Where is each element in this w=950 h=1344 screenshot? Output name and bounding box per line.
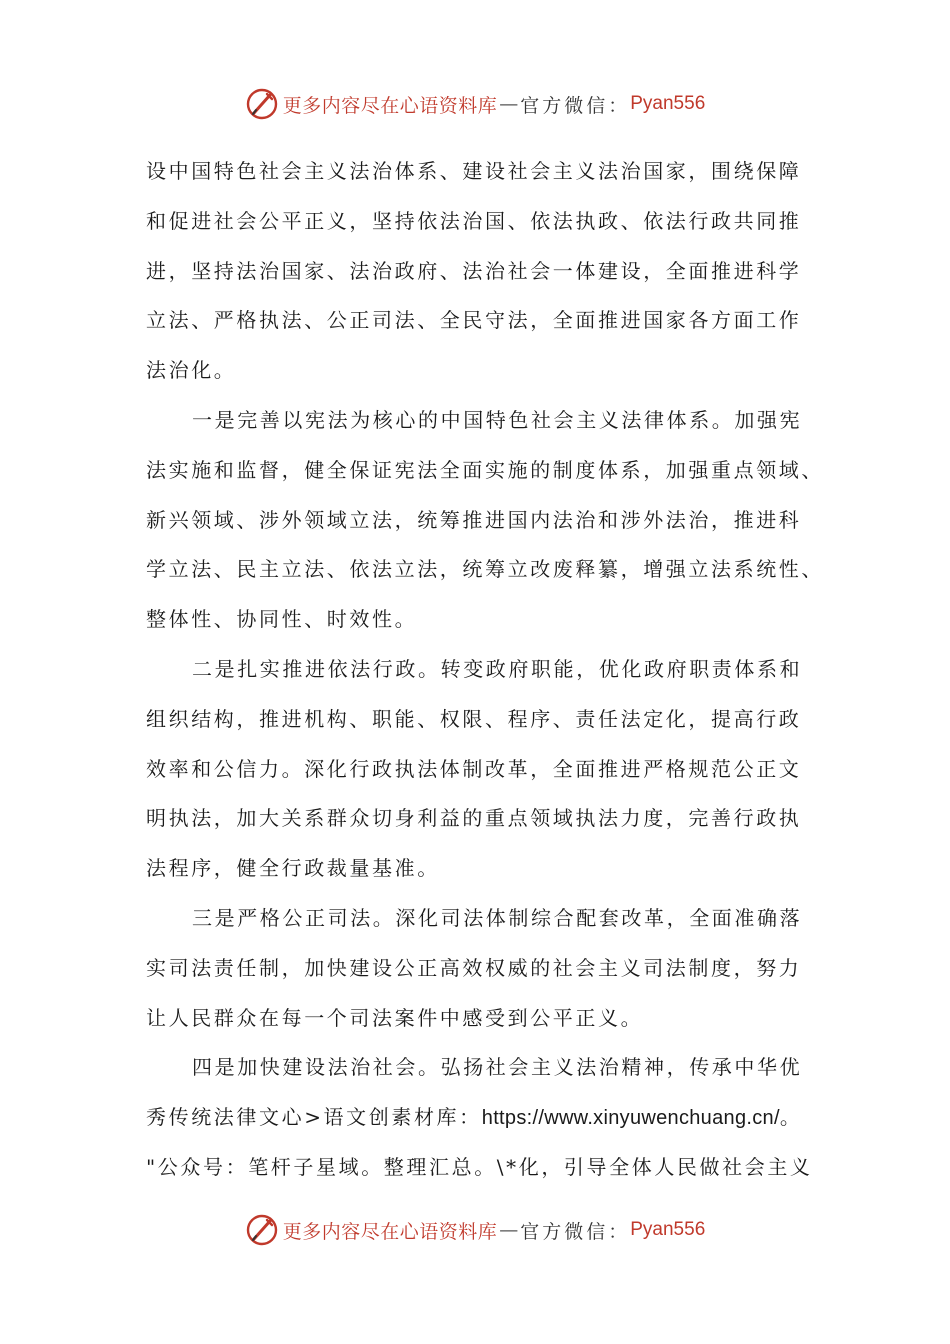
url-suffix: 。: [779, 1105, 803, 1130]
url-text: https://www.xinyuwenchuang.cn/: [481, 1107, 780, 1130]
text-line: 设中国特色社会主义法治体系、建设社会主义法治国家，围绕保障: [146, 159, 802, 183]
banner-separator: —: [499, 93, 519, 115]
banner-wechat-label: 官方微信：: [520, 1220, 631, 1243]
text-line: 组织结构，推进机构、职能、权限、程序、责任法定化，提高行政: [146, 706, 802, 731]
header-banner: [0, 84, 950, 124]
paragraph-start-line: 三是严格公正司法。深化司法体制综合配套改革，全面准确落: [192, 905, 803, 930]
text-line: 整体性、协同性、时效性。: [146, 607, 418, 632]
text-line: 进，坚持法治国家、法治政府、法治社会一体建设，全面推进科学: [146, 258, 802, 283]
paragraph-start-line: 一是完善以宪法为核心的中国特色社会主义法律体系。加强宪: [192, 407, 803, 432]
pen-logo-icon: [245, 1213, 279, 1247]
text-line: 效率和公信力。深化行政执法体制改革，全面推进严格规范公正文: [146, 756, 802, 781]
text-line: 新兴领域、涉外领域立法，统筹推进国内法治和涉外法治，推进科: [146, 507, 802, 532]
text-line: "公众号：笔杆子星域。整理汇总。\*化，引导全体人民做社会主义: [146, 1154, 813, 1179]
text-line: 让人民群众在每一个司法案件中感受到公平正义。: [146, 1005, 644, 1030]
banner-title: 更多内容尽在心语资料库: [282, 94, 498, 117]
paragraph-start-line: 四是加快建设法治社会。弘扬社会主义法治精神，传承中华优: [192, 1055, 803, 1080]
banner-wechat-label: 官方微信：: [520, 94, 631, 117]
text-line: 立法、严格执法、公正司法、全民守法，全面推进国家各方面工作: [146, 308, 802, 333]
text-line: 法治化。: [146, 358, 237, 383]
text-line: 明执法，加大关系群众切身利益的重点领域执法力度，完善行政执: [146, 806, 802, 831]
text-line: 学立法、民主立法、依法立法，统筹立改废释纂，增强立法系统性、: [146, 557, 824, 582]
banner-separator: —: [499, 1219, 519, 1241]
paragraph-start-line: 二是扎实推进依法行政。转变政府职能，优化政府职责体系和: [192, 656, 803, 681]
banner-wechat-id: Pyan556: [630, 93, 706, 114]
text-line: 和促进社会公平正义，坚持依法治国、依法执政、依法行政共同推: [146, 208, 802, 233]
footer-banner: [0, 1210, 950, 1250]
document-body: [146, 147, 826, 1193]
text-line: 实司法责任制，加快建设公正高效权威的社会主义司法制度，努力: [146, 955, 802, 980]
text-line-with-url: [146, 1093, 826, 1143]
pen-logo-icon: [245, 87, 279, 121]
url-prefix: 秀传统法律文心>语文创素材库：: [146, 1105, 482, 1130]
text-line: 法程序，健全行政裁量基准。: [146, 856, 440, 881]
text-line: 法实施和监督，健全保证宪法全面实施的制度体系，加强重点领域、: [146, 457, 824, 482]
banner-wechat-id: Pyan556: [630, 1219, 706, 1240]
banner-title: 更多内容尽在心语资料库: [282, 1220, 498, 1243]
